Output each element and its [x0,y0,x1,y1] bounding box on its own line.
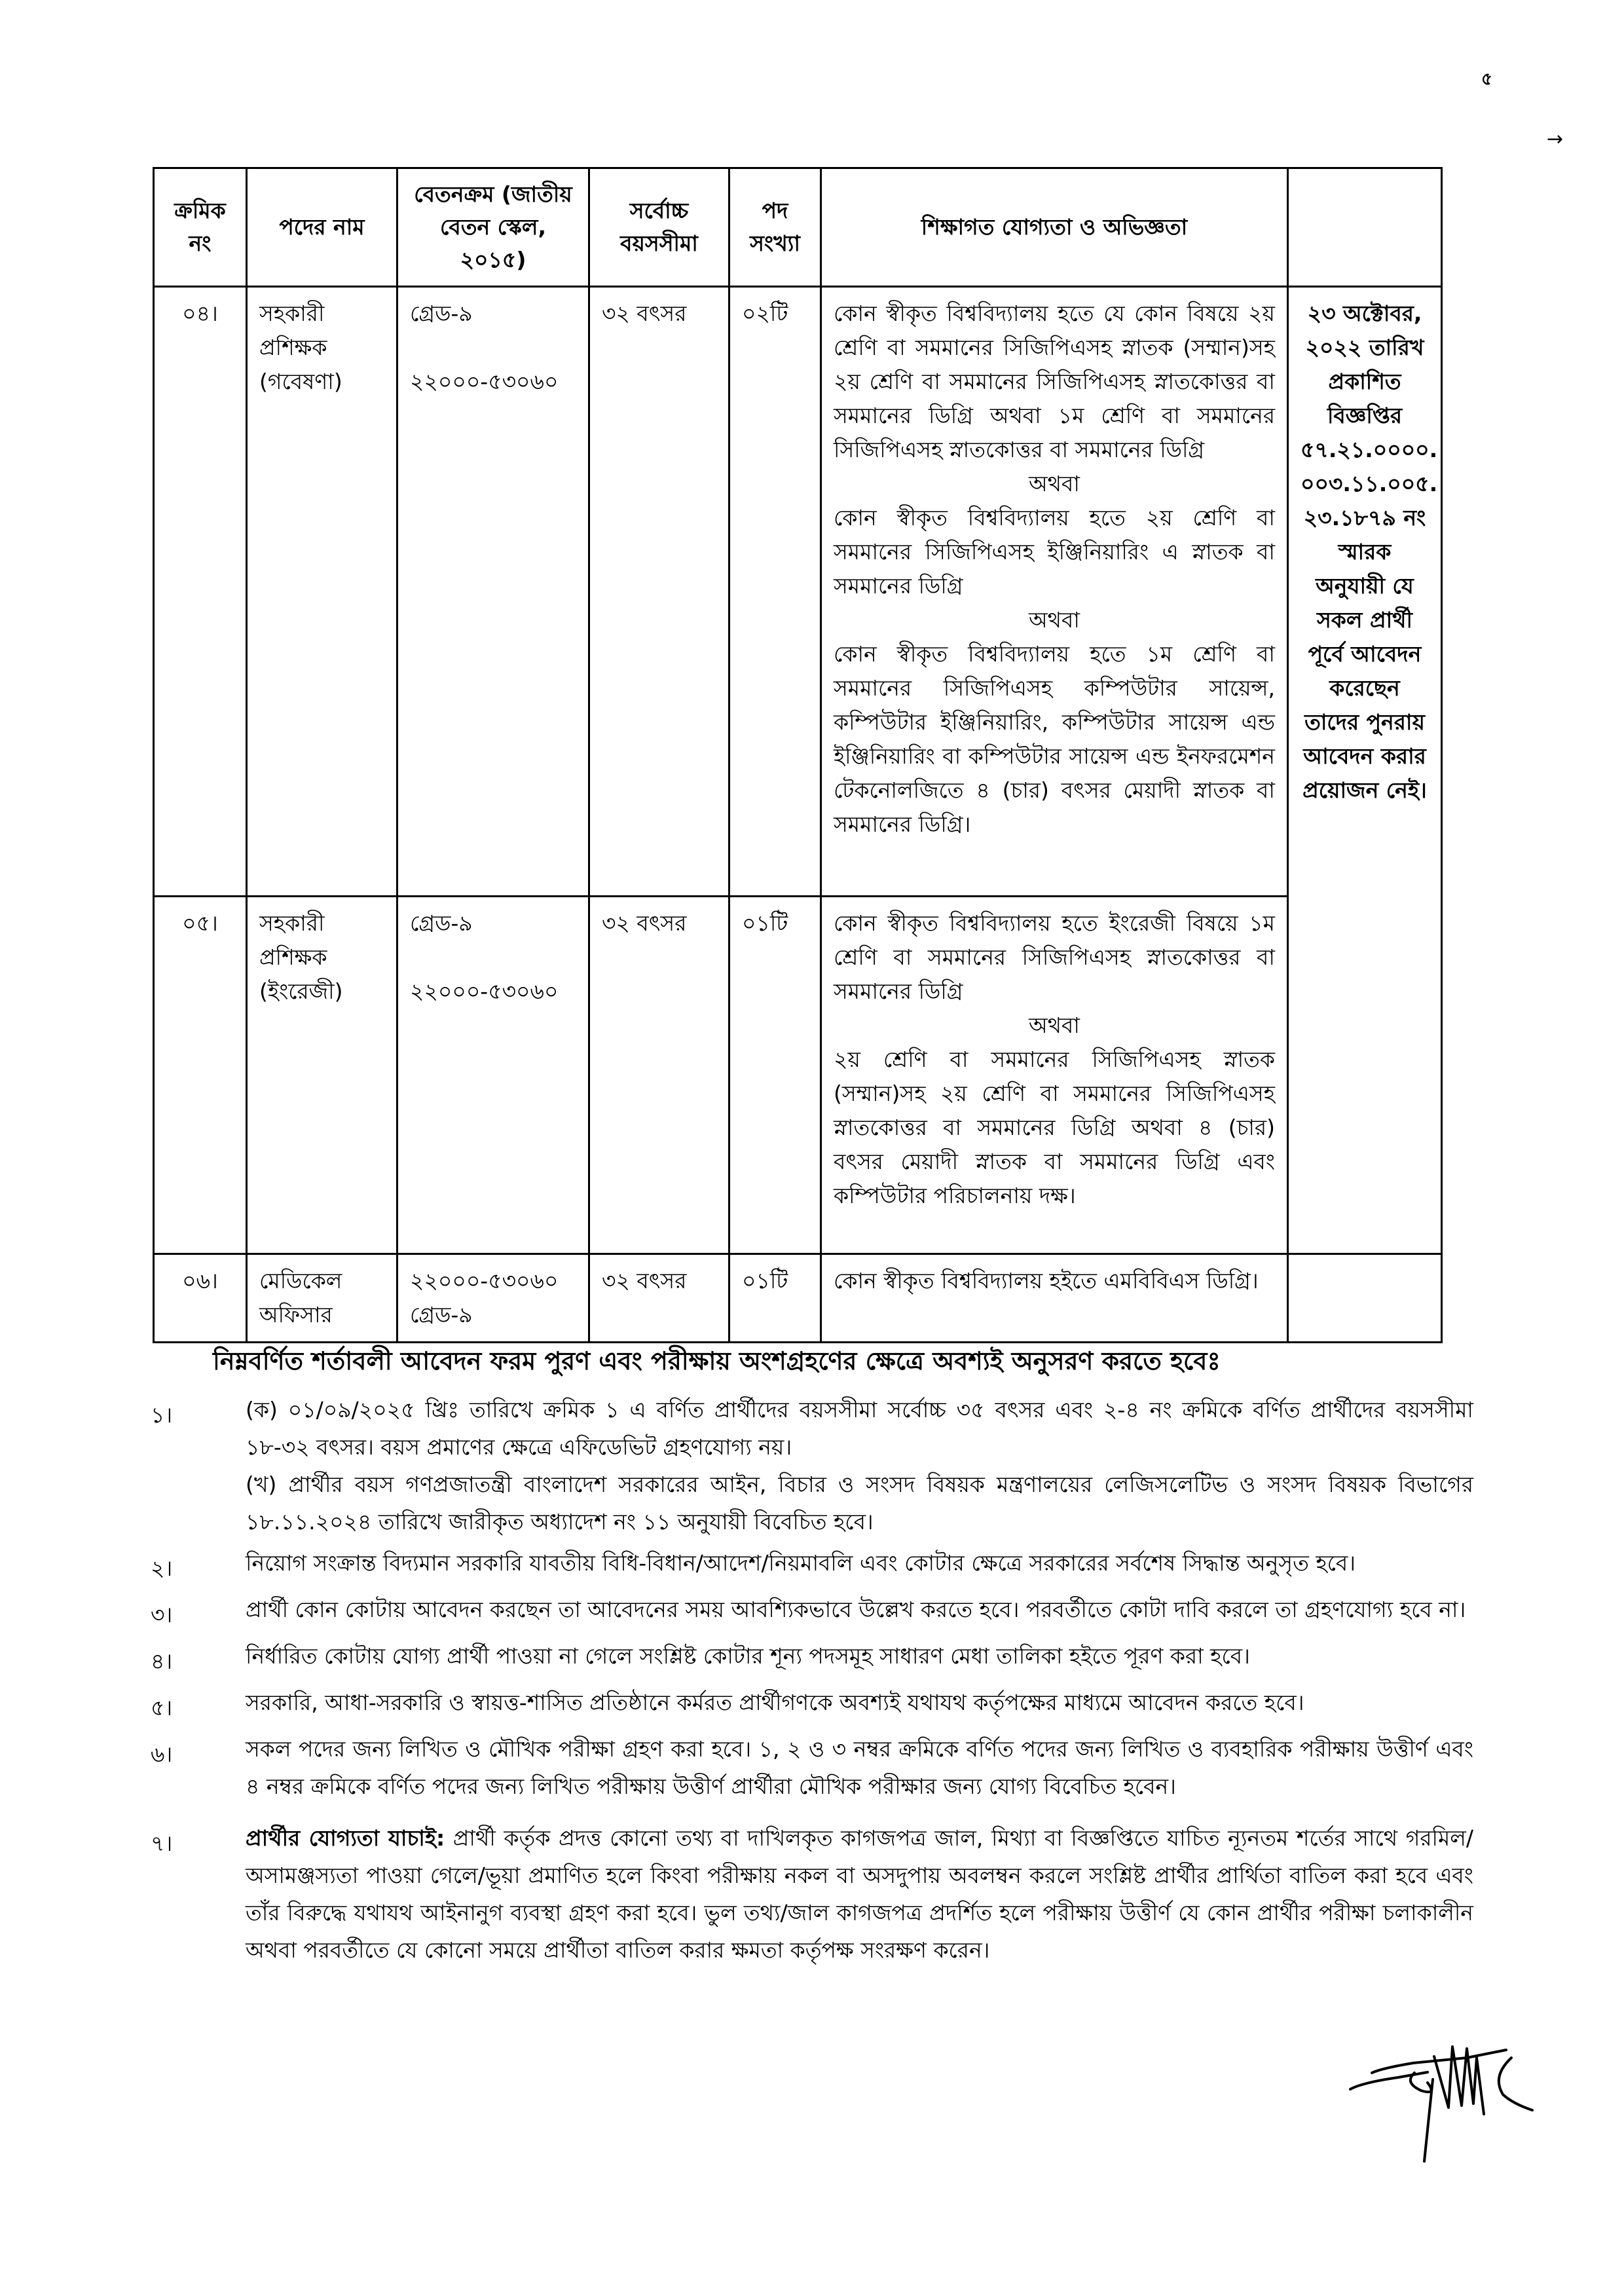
post-name-cell: সহকারী প্রশিক্ষক (ইংরেজী) [247,897,397,1254]
conditions-heading: নিম্নবর্ণিত শর্তাবলী আবেদন ফরম পুরণ এবং পরীক্ষায় অংশগ্রহণের ক্ষেত্রে অবশ্যই অনুসরণ করতে হবেঃ [213,1347,1221,1375]
qualifications-cell [821,897,1288,1254]
post-name-cell: সহকারী প্রশিক্ষক (গবেষণা) [247,287,397,897]
conditions-section [151,1343,1473,1973]
condition-text: সকল পদের জন্য লিখিত ও মৌখিক পরীক্ষা গ্রহণ করা হবে। ১, ২ ও ৩ নম্বর ক্রমিকে বর্ণিত পদের জন্য লিখিত ও ব্যবহারিক পরীক্ষায় উত্তীর্ণ এবং ৪ নম্বর ক্রমিকে বর্ণিত পদের জন্য লিখিত পরীক্ষায় উত্তীর্ণ প্রার্থীরা মৌখিক পরীক্ষার জন্য যোগ্য বিবেচিত হবেন। [246,1736,1473,1799]
condition-item-1 [151,1391,1473,1540]
qualification-option: ২য় শ্রেণি বা সমমানের সিজিপিএসহ স্নাতক (সম্মান)সহ ২য় শ্রেণি বা সমমানের সিজিপিএসহ স্নাতকোত্তর বা সমমানের ডিগ্রি অথবা ৪ (চার) বৎসর মেয়াদী স্নাতক বা সমমানের ডিগ্রি এবং কম্পিউটার পরিচালনায় দক্ষ। [834,1047,1275,1208]
post-count-cell: ০১টি [729,897,821,1254]
qualifications-cell [821,1254,1288,1343]
condition-number: ২। [151,1555,173,1581]
table-row [154,1254,1442,1343]
condition-lead: প্রার্থীর যোগ্যতা যাচাই: [246,1825,445,1851]
condition-text: প্রার্থী কোন কোটায় আবেদন করছেন তা আবেদনের সময় আবশ্যিকভাবে উল্লেখ করতে হবে। পরবর্তীতে কোটা দাবি করলে তা গ্রহণযোগ্য হবে না। [246,1597,1466,1622]
table-row [154,287,1442,897]
or-separator: অথবা [1029,607,1080,633]
condition-item-3 [151,1591,1473,1633]
qualification-option: কোন স্বীকৃত বিশ্ববিদ্যালয় হতে যে কোন বিষয়ে ২য় শ্রেণি বা সমমানের সিজিপিএসহ স্নাতক (সম্মান)সহ ২য় শ্রেণি বা সমমানের সিজিপিএসহ স্নাতকোত্তর বা সমমানের ডিগ্রি অথবা ১ম শ্রেণি বা সমমানের সিজিপিএসহ স্নাতকোত্তর বা সমমানের ডিগ্রি [834,301,1275,462]
scale-text: ২২০০০-৫৩০৬০ [410,978,559,1004]
or-separator: অথবা [1029,1013,1080,1038]
header-post-name: পদের নাম [247,168,397,287]
condition-number: ৬। [151,1741,173,1767]
condition-number: ৫। [151,1695,173,1720]
age-limit-cell: ৩২ বৎসর [589,897,729,1254]
post-count-cell: ০২টি [729,287,821,897]
header-note [1288,168,1442,287]
condition-number: ৭। [151,1831,173,1856]
previous-applicants-note: ২৩ অক্টোবর, ২০২২ তারিখ প্রকাশিত বিজ্ঞপ্তির ৫৭.২১.০০০০. ০০৩.১১.০০৫. ২৩.১৮৭৯ নং স্মারক অনুযায়ী যে সকল প্রার্থী পূর্বে আবেদন করেছেন তাদের পুনরায় আবেদন করার প্রয়োজন নেই। [1288,287,1442,1254]
serial-cell: ০৬। [154,1254,247,1343]
qualification-option: কোন স্বীকৃত বিশ্ববিদ্যালয় হতে ১ম শ্রেণি বা সমমানের সিজিপিএসহ কম্পিউটার সায়েন্স, কম্পিউটার ইঞ্জিনিয়ারিং, কম্পিউটার সায়েন্স এন্ড ইঞ্জিনিয়ারিং বা কম্পিউটার সায়েন্স এন্ড ইনফরমেশন টেকনোলজিতে ৪ (চার) বৎসর মেয়াদী স্নাতক বা সমমানের ডিগ্রি। [834,641,1275,837]
post-name-cell: মেডিকেল অফিসার [247,1254,397,1343]
table-header-row [154,168,1442,287]
condition-item-6 [151,1730,1473,1805]
or-separator: অথবা [1029,471,1080,496]
posts-table [153,167,1443,1343]
condition-text: (ক) ০১/০৯/২০২৫ খ্রিঃ তারিখে ক্রমিক ১ এ বর্ণিত প্রার্থীদের বয়সসীমা সর্বোচ্চ ৩৫ বৎসর এবং ২-৪ নং ক্রমিকে বর্ণিত প্রার্থীদের বয়সসীমা ১৮-৩২ বৎসর। বয়স প্রমাণের ক্ষেত্রে এফিডেভিট গ্রহণযোগ্য নয়। [246,1397,1473,1460]
header-age-limit: সর্বোচ্চ বয়সসীমা [589,168,729,287]
empty-note-cell [1288,1254,1442,1343]
condition-item-5 [151,1684,1473,1726]
signature-image [1336,2043,1545,2187]
pay-scale-cell [397,1254,589,1343]
age-limit-cell: ৩২ বৎসর [589,1254,729,1343]
scale-text: ২২০০০-৫৩০৬০ [410,369,559,394]
age-limit-cell: ৩২ বৎসর [589,287,729,897]
serial-cell: ০৪। [154,287,247,897]
grade-text: গ্রেড-৯ [410,301,473,326]
header-qualifications: শিক্ষাগত যোগ্যতা ও অভিজ্ঞতা [821,168,1288,287]
pay-scale-cell [397,897,589,1254]
condition-item-4 [151,1637,1473,1680]
header-serial: ক্রমিক নং [154,168,247,287]
page-number: ৫ [1481,69,1492,89]
grade-text: গ্রেড-৯ [410,910,473,936]
table-row [154,897,1442,1254]
pay-scale-cell [397,287,589,897]
condition-number: ১। [151,1402,173,1428]
qualification-option: কোন স্বীকৃত বিশ্ববিদ্যালয় হতে ইংরেজী বিষয়ে ১ম শ্রেণি বা সমমানের সিজিপিএসহ স্নাতকোত্তর বা সমমানের ডিগ্রি [834,910,1275,1004]
qualifications-cell [821,287,1288,897]
condition-text: সরকারি, আধা-সরকারি ও স্বায়ত্ত-শাসিত প্রতিষ্ঠানে কর্মরত প্রার্থীগণকে অবশ্যই যথাযথ কর্তৃপক্ষের মাধ্যমে আবেদন করতে হবে। [246,1690,1304,1715]
scan-speck-mark: → [1547,128,1564,151]
header-post-count: পদ সংখ্যা [729,168,821,287]
condition-text: নির্ধারিত কোটায় যোগ্য প্রার্থী পাওয়া না গেলে সংশ্লিষ্ট কোটার শূন্য পদসমূহ সাধারণ মেধা তালিকা হইতে পূরণ করা হবে। [246,1643,1250,1669]
post-count-cell: ০১টি [729,1254,821,1343]
qualification-option: কোন স্বীকৃত বিশ্ববিদ্যালয় হইতে এমবিবিএস ডিগ্রি। [834,1268,1259,1293]
condition-text: নিয়োগ সংক্রান্ত বিদ্যমান সরকারি যাবতীয় বিধি-বিধান/আদেশ/নিয়মাবলি এবং কোটার ক্ষেত্রে সরকারের সর্বশেষ সিদ্ধান্ত অনুসৃত হবে। [246,1550,1356,1576]
condition-text: প্রার্থী কর্তৃক প্রদত্ত কোনো তথ্য বা দাখিলকৃত কাগজপত্র জাল, মিথ্যা বা বিজ্ঞপ্তিতে যাচিত ন্যূনতম শর্তের সাথে গরমিল/অসামঞ্জস্যতা পাওয়া গেলে/ভূয়া প্রমাণিত হলে কিংবা পরীক্ষায় নকল বা অসদুপায় অবলম্বন করলে সংশ্লিষ্ট প্রার্থীর প্রার্থিতা বাতিল করা হবে এবং তাঁর বিরুদ্ধে যথাযথ আইনানুগ ব্যবস্থা গ্রহণ করা হবে। ভুল তথ্য/জাল কাগজপত্র প্রদর্শিত হলে পরীক্ষায় উত্তীর্ণ যে কোন প্রার্থীর পরীক্ষা চলাকালীন অথবা পরবর্তীতে যে কোনো সময়ে প্রার্থীতা বাতিল করার ক্ষমতা কর্তৃপক্ষ সংরক্ষণ করেন। [246,1825,1473,1963]
condition-item-2 [151,1544,1473,1587]
header-pay-scale: বেতনক্রম (জাতীয় বেতন স্কেল, ২০১৫) [397,168,589,287]
grade-text: গ্রেড-৯ [410,1302,473,1328]
qualification-option: কোন স্বীকৃত বিশ্ববিদ্যালয় হতে ২য় শ্রেণি বা সমমানের সিজিপিএসহ ইঞ্জিনিয়ারিং এ স্নাতক বা সমমানের ডিগ্রি [834,505,1275,599]
serial-cell: ০৫। [154,897,247,1254]
condition-number: ৩। [151,1602,173,1627]
condition-item-7 [151,1819,1473,1969]
scale-text: ২২০০০-৫৩০৬০ [410,1268,559,1293]
condition-number: ৪। [151,1648,173,1674]
condition-text: (খ) প্রার্থীর বয়স গণপ্রজাতন্ত্রী বাংলাদেশ সরকারের আইন, বিচার ও সংসদ বিষয়ক মন্ত্রণালয়ের লেজিসলেটিভ ও সংসদ বিষয়ক বিভাগের ১৮.১১.২০২৪ তারিখে জারীকৃত অধ্যাদেশ নং ১১ অনুযায়ী বিবেচিত হবে। [246,1472,1473,1534]
